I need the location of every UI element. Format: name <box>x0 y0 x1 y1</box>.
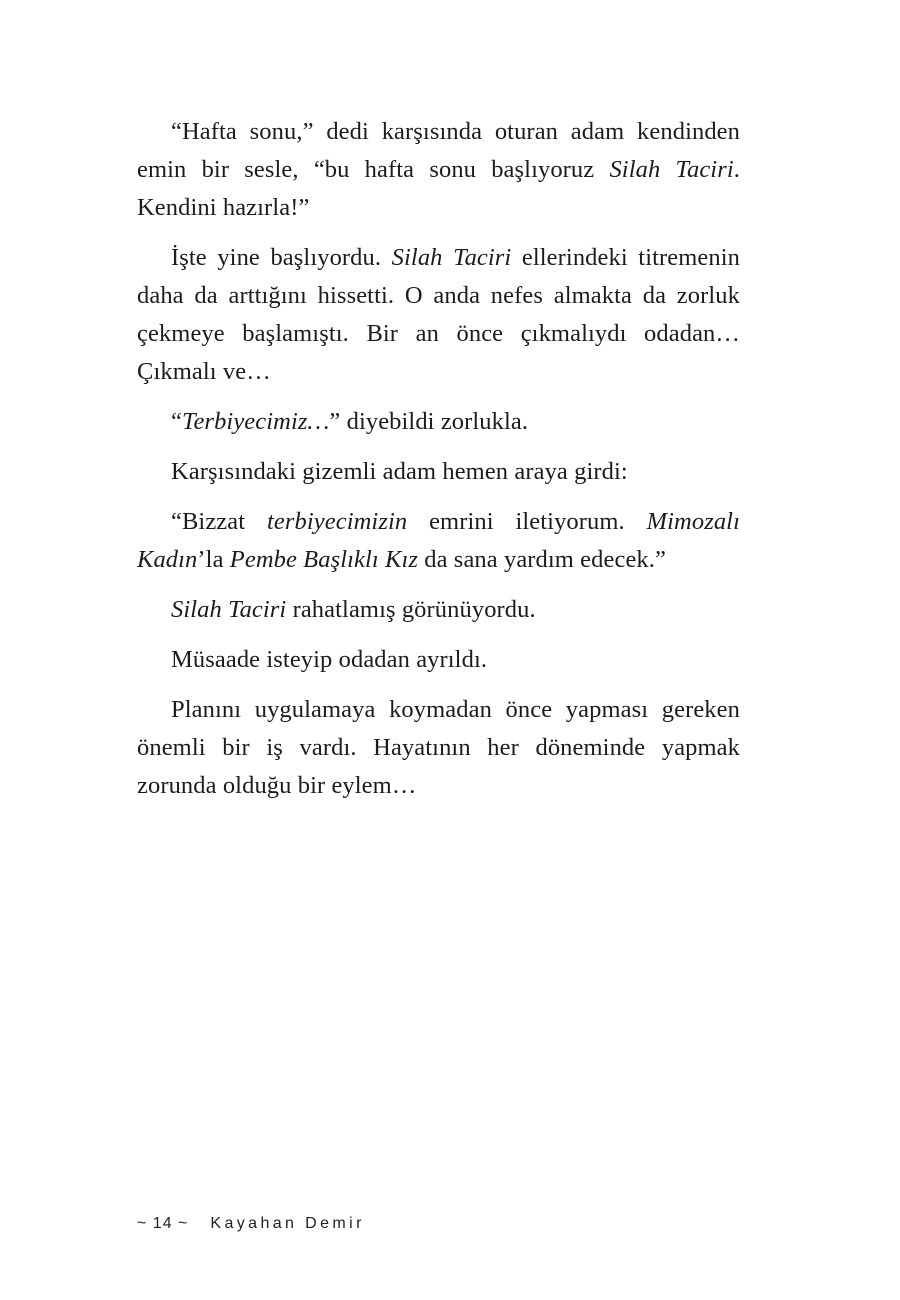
author-name: Kayahan Demir <box>210 1215 365 1232</box>
italic-text: Silah Taciri <box>391 244 512 271</box>
paragraph <box>137 641 740 679</box>
paragraph <box>137 503 740 579</box>
text-run: Müsaade isteyip odadan ayrıldı. <box>171 646 488 673</box>
text-run: Planını uygulamaya koymadan önce yapması gereken önemli bir iş vardı. Hayatının her döneminde yapmak zorunda olduğu bir eylem… <box>137 696 740 799</box>
page-footer <box>137 1215 365 1233</box>
text-run: Karşısındaki gizemli adam hemen araya girdi: <box>171 458 628 485</box>
text-run: “Hafta sonu,” dedi karşısında oturan adam kendinden emin bir sesle, “bu hafta sonu başlıyoruz <box>137 118 740 183</box>
italic-text: Mimozalı Kadın <box>137 508 740 573</box>
paragraph <box>137 403 740 441</box>
text-run: ’la <box>197 546 230 573</box>
italic-text: Silah Taciri <box>609 156 734 183</box>
paragraph <box>137 453 740 491</box>
paragraph <box>137 591 740 629</box>
text-run: “Bizzat <box>171 508 268 535</box>
text-run: ellerindeki titremenin daha da arttığını hissetti. O anda nefes almakta da zorluk çekmeye başlamıştı. Bir an önce çıkmalıydı odadan… Çıkmalı ve… <box>137 244 740 385</box>
paragraph <box>137 113 740 227</box>
text-run: da sana yardım edecek.” <box>418 546 666 573</box>
paragraph <box>137 239 740 391</box>
italic-text: Terbiyecimiz… <box>181 408 330 435</box>
text-run: İşte yine başlıyordu. <box>171 244 392 271</box>
paragraph <box>137 691 740 805</box>
text-run: “ <box>171 408 182 435</box>
page-number: ~ 14 ~ <box>137 1215 189 1232</box>
italic-text: Pembe Başlıklı Kız <box>229 546 419 573</box>
body-text <box>137 113 740 817</box>
text-run: ” diyebildi zorlukla. <box>329 408 529 435</box>
italic-text: Silah Taciri <box>171 596 287 623</box>
text-run: . Kendini hazırla!” <box>137 156 740 221</box>
italic-text: terbiyecimizin <box>267 508 408 535</box>
text-run: rahatlamış görünüyordu. <box>286 596 536 623</box>
text-run: emrini iletiyorum. <box>407 508 647 535</box>
